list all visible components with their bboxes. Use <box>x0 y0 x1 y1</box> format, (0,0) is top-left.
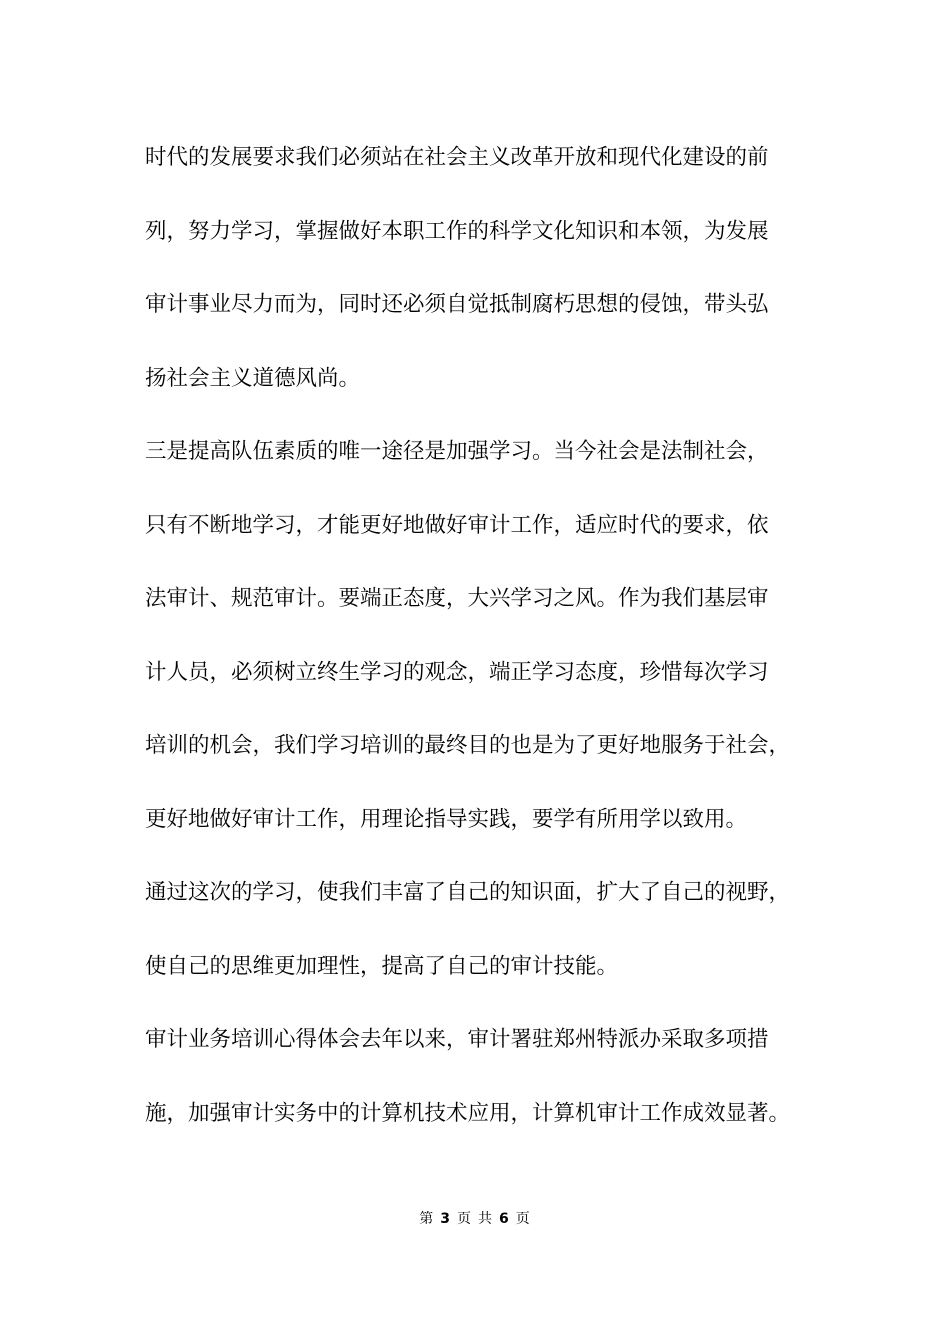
total-page-number: 6 <box>499 1211 510 1227</box>
text-line: 时代的发展要求我们必须站在社会主义改革开放和现代化建设的前 <box>145 145 769 170</box>
text-line: 扬社会主义道德风尚。 <box>145 365 361 391</box>
text-line: 三是提高队伍素质的唯一途径是加强学习。当今社会是法制社会， <box>145 439 769 464</box>
current-page-number: 3 <box>440 1211 451 1227</box>
text-line: 计人员，必须树立终生学习的观念，端正学习态度，珍惜每次学习 <box>145 659 769 685</box>
document-body <box>145 133 835 1162</box>
text-line: 审计事业尽力而为，同时还必须自觉抵制腐朽思想的侵蚀，带头弘 <box>145 292 769 317</box>
text-line: 列，努力学习，掌握做好本职工作的科学文化知识和本领，为发展 <box>145 218 769 244</box>
text-line: 更好地做好审计工作，用理论指导实践，要学有所用学以致用。 <box>145 806 748 832</box>
text-line: 施，加强审计实务中的计算机技术应用，计算机审计工作成效显著。 <box>145 1100 791 1126</box>
text-line: 通过这次的学习，使我们丰富了自己的知识面，扩大了自己的视野， <box>145 880 791 905</box>
footer-suffix: 页 <box>515 1211 531 1227</box>
footer-total-label: 共 <box>478 1211 493 1227</box>
footer-page-label: 页 <box>457 1211 472 1227</box>
text-line: 使自己的思维更加理性，提高了自己的审计技能。 <box>145 953 619 979</box>
text-line: 只有不断地学习，才能更好地做好审计工作，适应时代的要求，依 <box>145 512 769 538</box>
text-line: 法审计、规范审计。要端正态度，大兴学习之风。作为我们基层审 <box>145 586 769 611</box>
page-footer <box>0 1208 950 1228</box>
footer-prefix: 第 <box>419 1211 435 1227</box>
text-line: 培训的机会，我们学习培训的最终目的也是为了更好地服务于社会， <box>145 733 791 758</box>
text-line: 审计业务培训心得体会去年以来，审计署驻郑州特派办采取多项措 <box>145 1027 769 1052</box>
